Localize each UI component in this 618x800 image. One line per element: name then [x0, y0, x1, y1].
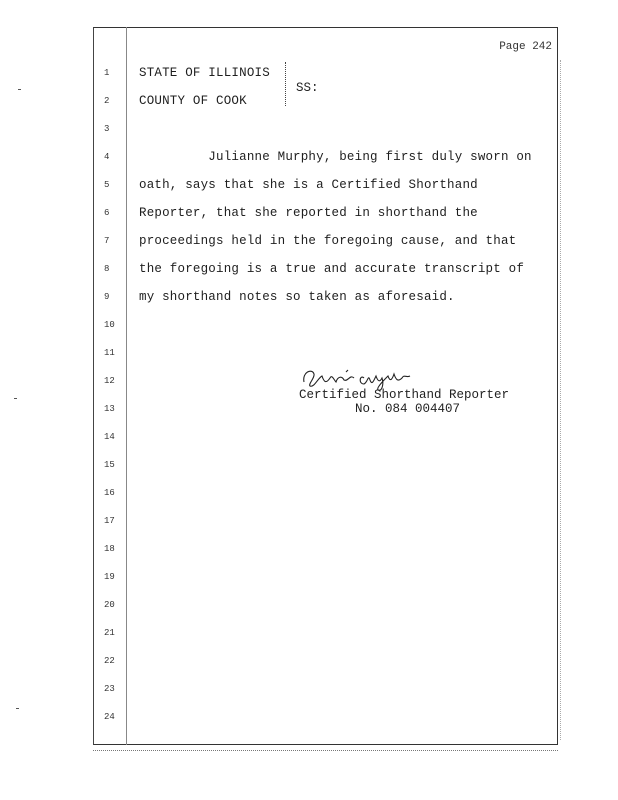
certified-reporter-title: Certified Shorthand Reporter [299, 388, 510, 402]
line-number: 13 [104, 404, 115, 414]
line-text: proceedings held in the foregoing cause, and that [139, 234, 517, 248]
line-number: 4 [104, 152, 110, 162]
line-number: 8 [104, 264, 110, 274]
caption-brace [285, 62, 292, 106]
line-number: 11 [104, 348, 115, 358]
caption-ss: SS: [296, 81, 319, 95]
line-text: Reporter, that she reported in shorthand the [139, 206, 478, 220]
scan-speck [18, 89, 21, 90]
line-text: Julianne Murphy, being first duly sworn on [139, 150, 532, 164]
line-text: oath, says that she is a Certified Shorthand [139, 178, 478, 192]
license-number: No. 084 004407 [355, 402, 461, 416]
line-number-gutter-rule [126, 27, 127, 745]
line-number: 20 [104, 600, 115, 610]
line-number: 18 [104, 544, 115, 554]
line-number: 6 [104, 208, 110, 218]
line-number: 2 [104, 96, 110, 106]
line-number: 9 [104, 292, 110, 302]
scan-speck [14, 398, 17, 399]
line-text: my shorthand notes so taken as aforesaid. [139, 290, 455, 304]
scan-speck [16, 708, 19, 709]
line-number: 15 [104, 460, 115, 470]
line-number: 19 [104, 572, 115, 582]
line-number: 23 [104, 684, 115, 694]
line-number: 17 [104, 516, 115, 526]
line-number: 3 [104, 124, 110, 134]
line-number: 22 [104, 656, 115, 666]
line-number: 21 [104, 628, 115, 638]
page-number: Page 242 [499, 41, 552, 53]
scan-edge-noise [560, 60, 562, 740]
line-number: 1 [104, 68, 110, 78]
line-number: 16 [104, 488, 115, 498]
line-number: 5 [104, 180, 110, 190]
line-text: the foregoing is a true and accurate transcript of [139, 262, 525, 276]
line-text: COUNTY OF COOK [139, 94, 247, 108]
line-number: 24 [104, 712, 115, 722]
line-number: 10 [104, 320, 115, 330]
page-bottom-rule [93, 747, 558, 751]
line-number: 7 [104, 236, 110, 246]
line-number: 14 [104, 432, 115, 442]
line-number: 12 [104, 376, 115, 386]
line-text: STATE OF ILLINOIS [139, 66, 270, 80]
